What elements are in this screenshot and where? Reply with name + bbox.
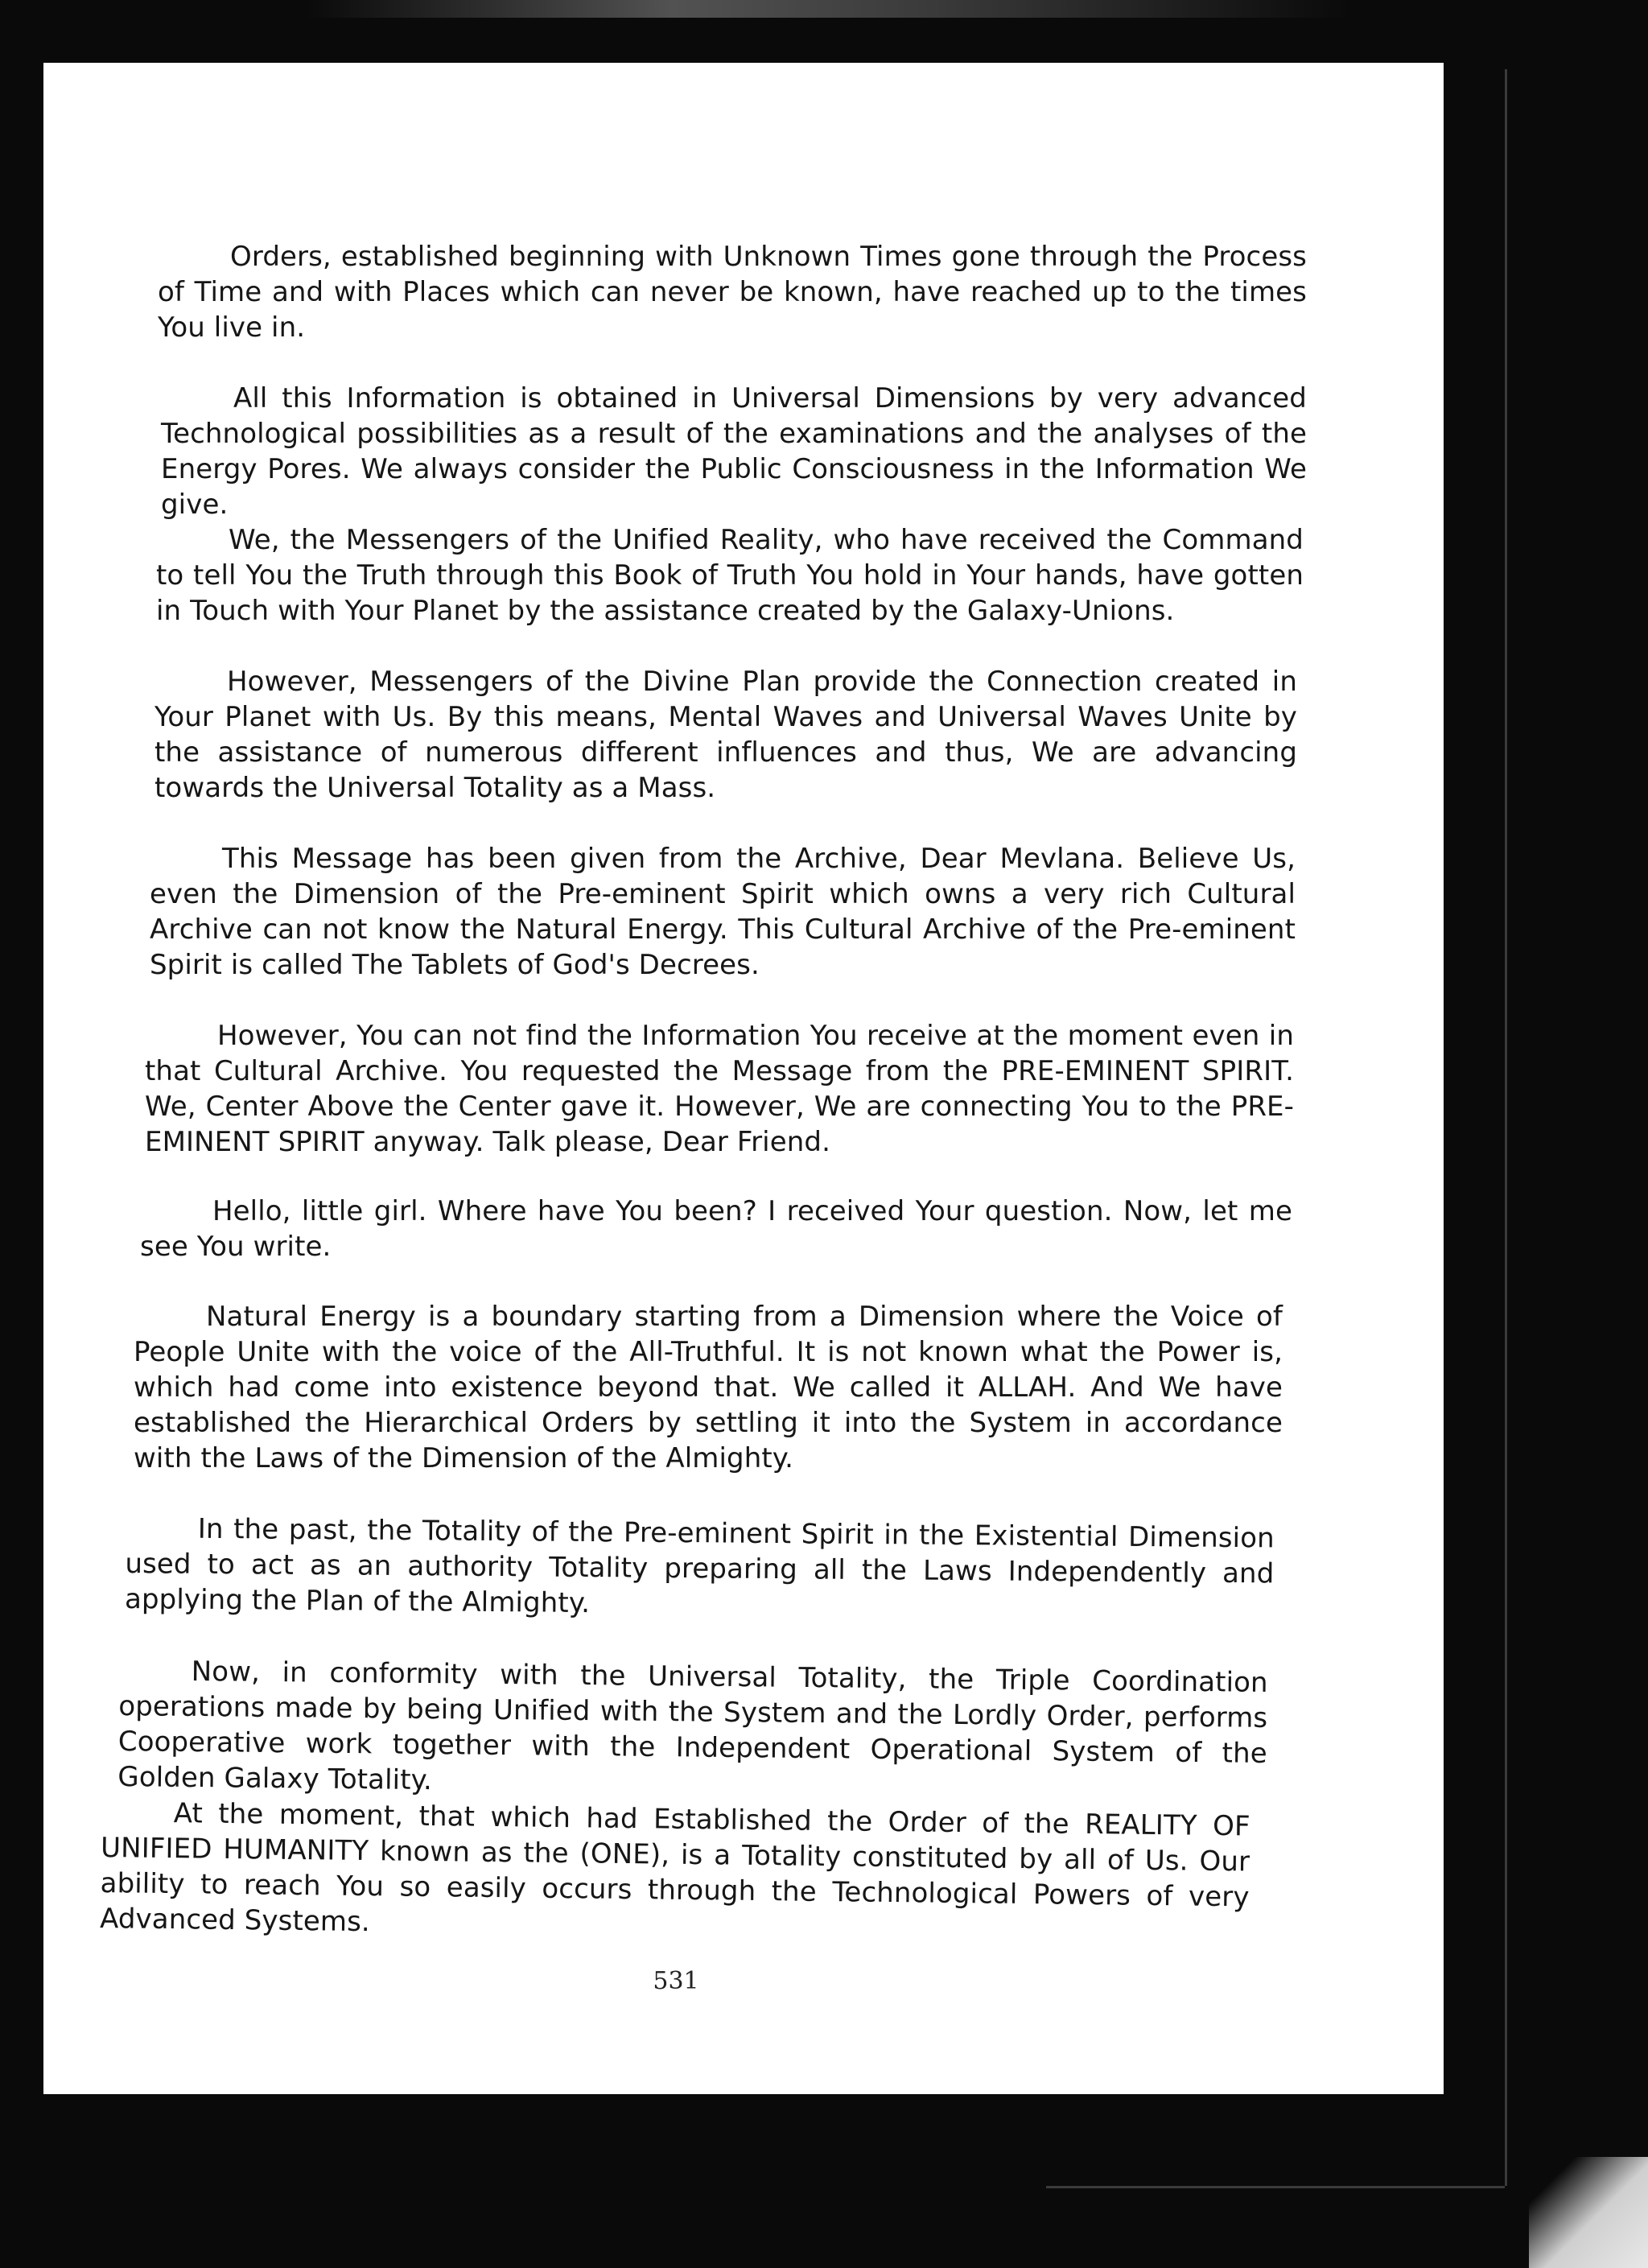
paragraph: At the moment, that which had Established the Order of the REALITY OF UNIFIED HUMANITY known as the (ONE), is a Totality constituted by all of Us. Our ability to reach You so easily occurs through the Technological Powers of very Advanced Systems. [99,1797,1250,1939]
paragraph: However, You can not find the Information You receive at the moment even in that Cultural Archive. You requested the Message from the PRE-EMINENT SPIRIT. We, Center Above the Center gave it. However, We are connecting You to the PRE-EMINENT SPIRIT anyway. Talk please, Dear Friend. [145,1020,1294,1158]
paragraph: Hello, little girl. Where have You been? I received Your question. Now, let me see You write. [140,1195,1292,1263]
paragraph: We, the Messengers of the Unified Reality, who have received the Command to tell You the Truth through this Book of Truth You hold in Your hands, have gotten in Touch with Your Planet by the assistance created by the Galaxy-Unions. [156,524,1304,627]
paragraph: This Message has been given from the Archive, Dear Mevlana. Believe Us, even the Dimension of the Pre-eminent Spirit which owns a very rich Cultural Archive can not know the Natural Energy. This Cultural Archive of the Pre-eminent Spirit is called The Tablets of God's Decrees. [150,843,1296,981]
paragraph: All this Information is obtained in Universal Dimensions by very advanced Technological possibilities as a result of the examinations and the analyses of the Energy Pores. We always consider the Public Consciousness in the Information We give. [161,382,1307,521]
paragraph: However, Messengers of the Divine Plan provide the Connection created in Your Planet with Us. By this means, Mental Waves and Universal Waves Unite by the assistance of numerous different influences and thus, We are advancing towards the Universal Totality as a Mass. [154,666,1297,804]
page-number: 531 [653,1967,699,1995]
paragraph: Now, in conformity with the Universal Totality, the Triple Coordination operations made by being Unified with the System and the Lordly Order, performs Cooperative work together with the Independent Operational System of the Golden Galaxy Totality. [117,1655,1268,1797]
paragraph: Natural Energy is a boundary starting from a Dimension where the Voice of People Unite with the voice of the All-Truthful. It is not known what the Power is, which had come into existence beyond that. We called it ALLAH. And We have established the Hierarchical Orders by settling it into the System in accordance with the Laws of the Dimension of the Almighty. [134,1301,1283,1474]
paragraph: In the past, the Totality of the Pre-eminent Spirit in the Existential Dimension used to act as an authority Totality preparing all the Laws Independently and applying the Plan of the Almighty. [124,1512,1275,1620]
paragraph: Orders, established beginning with Unknown Times gone through the Process of Time and with Places which can never be known, have reached up to the times You live in. [158,241,1307,344]
